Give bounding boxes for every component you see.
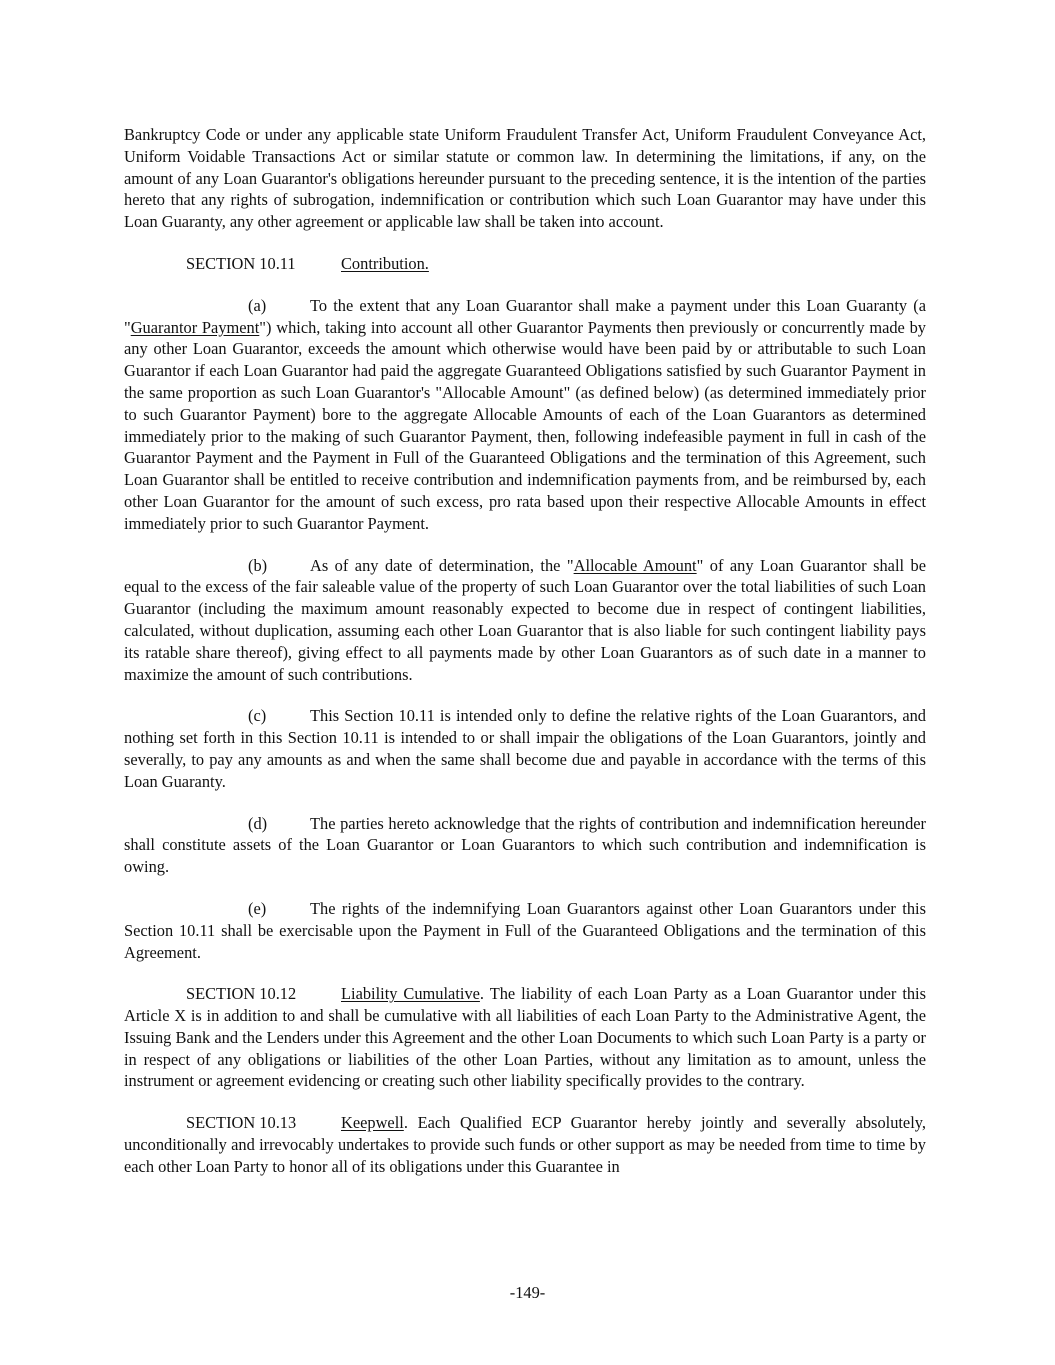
section-number: SECTION 10.13 (186, 1113, 297, 1133)
paragraph-text: ") which, taking into account all other Guarantor Payments then previously or concurrently made by any other Loan Guarantor, exceeds the amount which otherwise would have been paid by or attributable to such Loan Guarantor if each Loan Guarantor had paid the aggregate Guaranteed Obligations satisfied by such Guarantor Payment in the same proportion as such Loan Guarantor's "Allocable Amount" (as defined below) (as determined immediately prior to such Guarantor Payment) bore to the aggregate Allocable Amounts of each of the Loan Guarantors as determined immediately prior to the making of such Guarantor Payment, then, following indefeasible payment in full in cash of the Guarantor Payment and the Payment in Full of the Guaranteed Obligations and the termination of this Agreement, such Loan Guarantor shall be entitled to receive contribution and indemnification payments from, and be reimbursed by, each other Loan Guarantor for the amount of such excess, pro rata based upon their respective Allocable Amounts in effect immediately prior to such Guarantor Payment. (124, 317, 927, 533)
paragraph-d (124, 813, 926, 878)
paragraph-text: . Each Qualified ECP Guarantor hereby jointly and severally absolutely, unconditionally and irrevocably undertakes to provide such funds or other support as may be needed from time to time by each other Loan Party to honor all of its obligations under this Guarantee in (124, 1113, 926, 1176)
paragraph-b (124, 555, 926, 686)
paragraph-intro: Bankruptcy Code or under any applicable state Uniform Fraudulent Transfer Act, Uniform Fraudulent Conveyance Act, Uniform Voidable Transactions Act or similar statute or common law. In determining the limitations, if any, on the amount of any Loan Guarantor's obligations hereunder pursuant to the preceding sentence, it is the intention of the parties hereto that any rights of subrogation, indemnification or contribution which such Loan Guarantor may have under this Loan Guaranty, any other agreement or applicable law shall be taken into account. (124, 125, 926, 232)
section-number: SECTION 10.11 (186, 253, 296, 273)
section-10-13 (124, 1112, 926, 1177)
section-number: SECTION 10.12 (186, 984, 297, 1004)
paragraph-text: " of any Loan Guarantor shall be equal to the excess of the fair saleable value of the property of such Loan Guarantor over the total liabilities of such Loan Guarantor (including the maximum amount reasonably expected to become due in respect of contingent liabilities, calculated, without duplication, assuming each other Loan Guarantor that is also liable for such contingent liability pays its ratable share thereof), giving effect to all payments made by other Loan Guarantors as of such date in a manner to maximize the amount of such contributions. (124, 555, 926, 684)
paragraph-text: The rights of the indemnifying Loan Guarantors against other Loan Guarantors under this Section 10.11 shall be exercisable upon the Payment in Full of the Guaranteed Obligations and the termination of this Agreement. (124, 898, 926, 962)
paragraph-label: (c) (248, 706, 267, 726)
paragraph-a (124, 295, 926, 535)
paragraph-text: The parties hereto acknowledge that the rights of contribution and indemnification hereunder shall constitute assets of the Loan Guarantor or Loan Guarantors to which such contribution and indemnification is owing. (124, 813, 926, 877)
defined-term: Guarantor Payment (130, 317, 260, 337)
paragraph-e (124, 898, 926, 963)
section-10-11-heading (124, 253, 926, 275)
paragraph-label: (d) (248, 813, 268, 833)
paragraph-label: (e) (248, 898, 267, 918)
section-title: Liability Cumulative (341, 984, 480, 1004)
section-title: Contribution. (341, 253, 429, 273)
section-title: Keepwell (341, 1113, 404, 1133)
paragraph-label: (b) (248, 555, 268, 575)
paragraph-text: To the extent that any Loan Guarantor shall make a payment under this Loan Guaranty (a " (124, 295, 926, 337)
document-page (124, 124, 926, 1198)
paragraph-label: (a) (248, 295, 267, 315)
paragraph-text: This Section 10.11 is intended only to define the relative rights of the Loan Guarantors, and nothing set forth in this Section 10.11 is intended to or shall impair the obligations of the Loan Guarantors, jointly and severally, to pay any amounts as and when the same shall become due and payable in accordance with the terms of this Loan Guaranty. (124, 706, 926, 791)
section-10-12 (124, 983, 926, 1092)
defined-term: Allocable Amount (573, 555, 697, 575)
page-number: -149- (509, 1283, 546, 1302)
paragraph-text: . The liability of each Loan Party as a Loan Guarantor under this Article X is in addition to and shall be cumulative with all liabilities of each Loan Party to the Administrative Agent, the Issuing Bank and the Lenders under this Agreement and the other Loan Documents to which such Loan Party is a party or in respect of any obligations or liabilities of the other Loan Parties, without any limitation as to amount, unless the instrument or agreement evidencing or creating such other liability specifically provides to the contrary. (124, 984, 926, 1091)
paragraph-text: As of any date of determination, the " (310, 555, 574, 575)
paragraph-c (124, 705, 926, 792)
